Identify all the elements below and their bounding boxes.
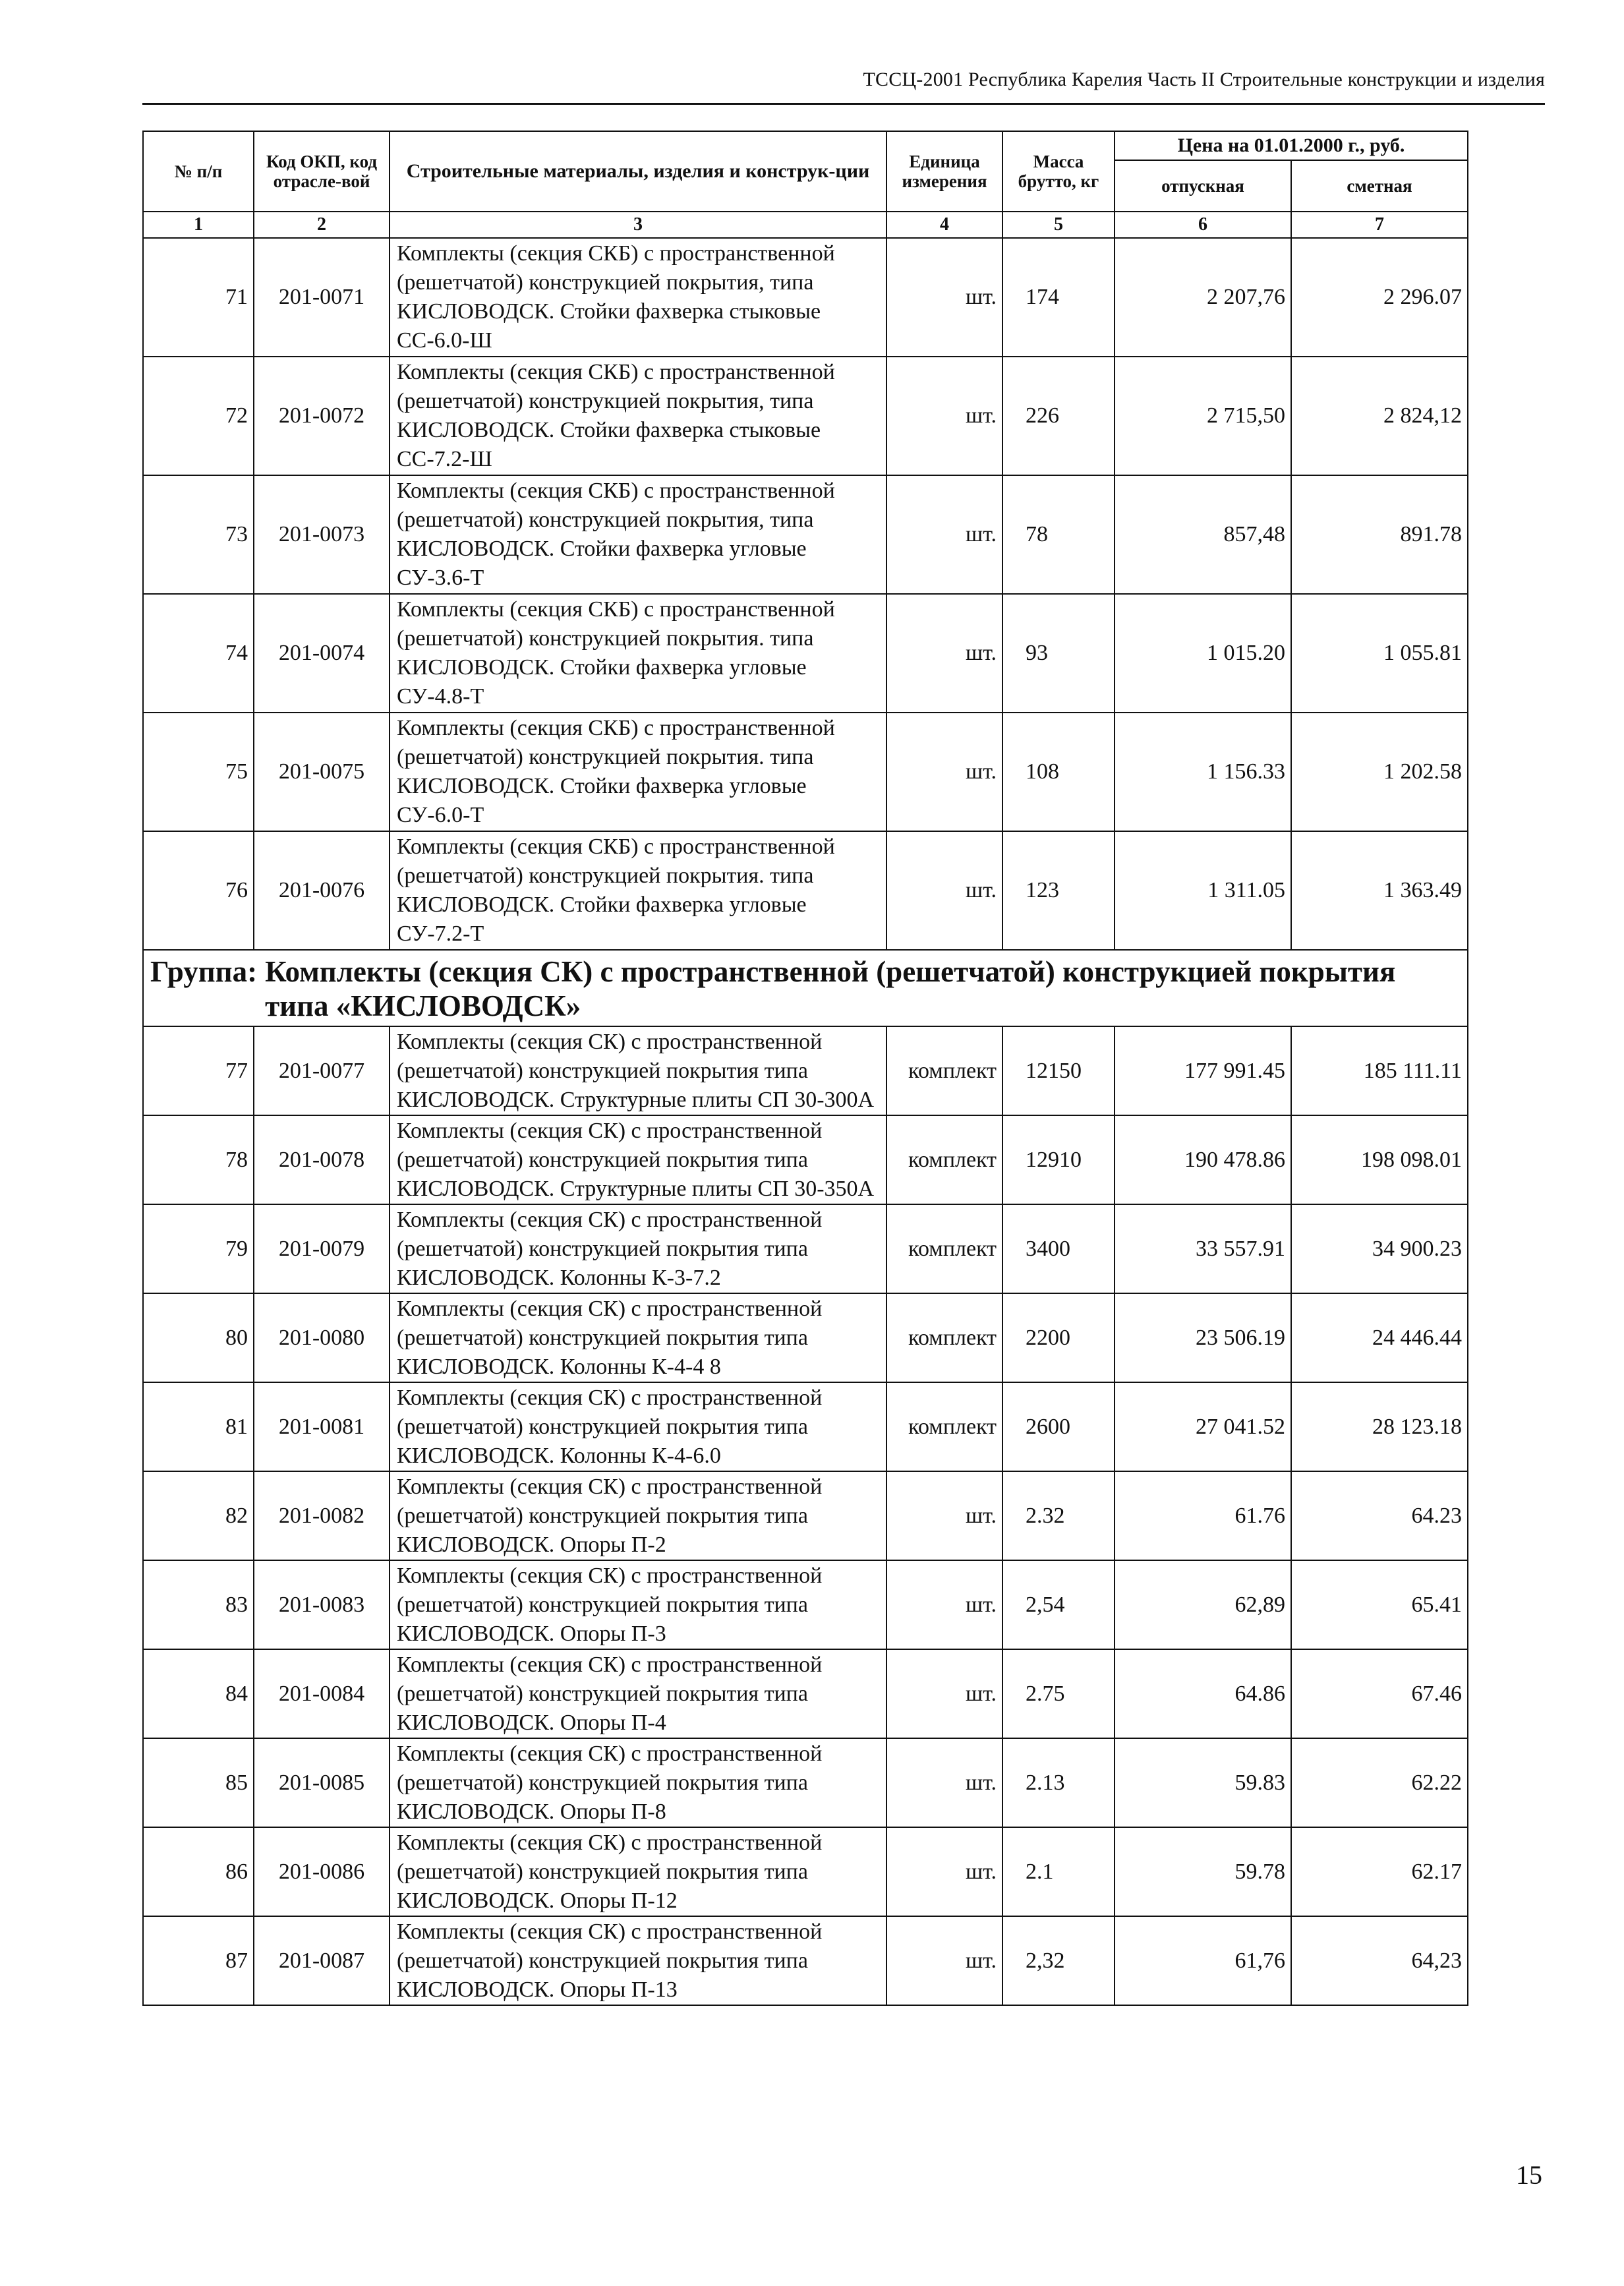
estimate-price: 1 055.81 <box>1291 594 1468 713</box>
table-row <box>143 238 1468 357</box>
row-number: 85 <box>143 1738 254 1827</box>
table-row <box>143 475 1468 594</box>
item-description: Комплекты (секция СК) с пространственной (решетчатой) конструкцией покрытия типа КИСЛОВОДСК. Опоры П-4 <box>390 1649 886 1738</box>
okp-code: 201-0072 <box>254 357 390 475</box>
group-section <box>143 950 1468 1026</box>
row-number: 83 <box>143 1560 254 1649</box>
table-row <box>143 357 1468 475</box>
col-header-price-group: Цена на 01.01.2000 г., руб. <box>1115 131 1468 160</box>
unit-of-measure: шт. <box>886 1471 1002 1560</box>
table-row <box>143 1115 1468 1204</box>
release-price: 2 715,50 <box>1115 357 1291 475</box>
release-price: 33 557.91 <box>1115 1204 1291 1293</box>
estimate-price: 64.23 <box>1291 1471 1468 1560</box>
unit-of-measure: шт. <box>886 713 1002 831</box>
estimate-price: 65.41 <box>1291 1560 1468 1649</box>
row-number: 82 <box>143 1471 254 1560</box>
table-body-part2 <box>143 1026 1468 2005</box>
column-number: 3 <box>390 212 886 238</box>
unit-of-measure: шт. <box>886 1560 1002 1649</box>
gross-mass: 2,32 <box>1002 1916 1115 2005</box>
col-header-name: Строительные материалы, изделия и конструк-ции <box>390 131 886 212</box>
gross-mass: 2.75 <box>1002 1649 1115 1738</box>
unit-of-measure: комплект <box>886 1204 1002 1293</box>
gross-mass: 226 <box>1002 357 1115 475</box>
page-number: 15 <box>1516 2160 1542 2190</box>
estimate-price: 24 446.44 <box>1291 1293 1468 1382</box>
column-number: 7 <box>1291 212 1468 238</box>
unit-of-measure: шт. <box>886 1649 1002 1738</box>
release-price: 59.78 <box>1115 1827 1291 1916</box>
estimate-price: 1 202.58 <box>1291 713 1468 831</box>
gross-mass: 108 <box>1002 713 1115 831</box>
release-price: 27 041.52 <box>1115 1382 1291 1471</box>
row-number: 84 <box>143 1649 254 1738</box>
estimate-price: 185 111.11 <box>1291 1026 1468 1115</box>
row-number: 86 <box>143 1827 254 1916</box>
unit-of-measure: шт. <box>886 357 1002 475</box>
table-row <box>143 1560 1468 1649</box>
table-row <box>143 1204 1468 1293</box>
table-row <box>143 713 1468 831</box>
okp-code: 201-0076 <box>254 831 390 950</box>
item-description: Комплекты (секция СКБ) с пространственной (решетчатой) конструкцией покрытия. типа КИСЛОВОДСК. Стойки фахверка угловые СУ-7.2-Т <box>390 831 886 950</box>
col-header-price-release: отпускная <box>1115 160 1291 212</box>
gross-mass: 2,54 <box>1002 1560 1115 1649</box>
estimate-price: 67.46 <box>1291 1649 1468 1738</box>
table-row <box>143 1827 1468 1916</box>
item-description: Комплекты (секция СКБ) с пространственной (решетчатой) конструкцией покрытия, типа КИСЛОВОДСК. Стойки фахверка стыковые СС-6.0-Ш <box>390 238 886 357</box>
gross-mass: 93 <box>1002 594 1115 713</box>
row-number: 76 <box>143 831 254 950</box>
okp-code: 201-0081 <box>254 1382 390 1471</box>
okp-code: 201-0071 <box>254 238 390 357</box>
gross-mass: 2600 <box>1002 1382 1115 1471</box>
row-number: 79 <box>143 1204 254 1293</box>
unit-of-measure: шт. <box>886 1916 1002 2005</box>
item-description: Комплекты (секция СКБ) с пространственной (решетчатой) конструкцией покрытия. типа КИСЛОВОДСК. Стойки фахверка угловые СУ-4.8-Т <box>390 594 886 713</box>
okp-code: 201-0086 <box>254 1827 390 1916</box>
estimate-price: 64,23 <box>1291 1916 1468 2005</box>
table-row <box>143 1649 1468 1738</box>
item-description: Комплекты (секция СКБ) с пространственной (решетчатой) конструкцией покрытия, типа КИСЛОВОДСК. Стойки фахверка угловые СУ-3.6-Т <box>390 475 886 594</box>
release-price: 1 311.05 <box>1115 831 1291 950</box>
item-description: Комплекты (секция СК) с пространственной (решетчатой) конструкцией покрытия типа КИСЛОВОДСК. Структурные плиты СП 30-300А <box>390 1026 886 1115</box>
estimate-price: 34 900.23 <box>1291 1204 1468 1293</box>
okp-code: 201-0079 <box>254 1204 390 1293</box>
row-number: 72 <box>143 357 254 475</box>
release-price: 61.76 <box>1115 1471 1291 1560</box>
okp-code: 201-0082 <box>254 1471 390 1560</box>
unit-of-measure: шт. <box>886 238 1002 357</box>
release-price: 177 991.45 <box>1115 1026 1291 1115</box>
okp-code: 201-0084 <box>254 1649 390 1738</box>
column-numbers-row <box>143 212 1468 238</box>
group-cell <box>143 950 1468 1026</box>
okp-code: 201-0085 <box>254 1738 390 1827</box>
estimate-price: 62.17 <box>1291 1827 1468 1916</box>
table-row <box>143 831 1468 950</box>
header-rule <box>142 103 1545 105</box>
gross-mass: 12150 <box>1002 1026 1115 1115</box>
gross-mass: 3400 <box>1002 1204 1115 1293</box>
gross-mass: 12910 <box>1002 1115 1115 1204</box>
release-price: 190 478.86 <box>1115 1115 1291 1204</box>
item-description: Комплекты (секция СК) с пространственной (решетчатой) конструкцией покрытия типа КИСЛОВОДСК. Структурные плиты СП 30-350А <box>390 1115 886 1204</box>
item-description: Комплекты (секция СК) с пространственной (решетчатой) конструкцией покрытия типа КИСЛОВОДСК. Опоры П-13 <box>390 1916 886 2005</box>
column-number: 2 <box>254 212 390 238</box>
okp-code: 201-0077 <box>254 1026 390 1115</box>
estimate-price: 28 123.18 <box>1291 1382 1468 1471</box>
release-price: 59.83 <box>1115 1738 1291 1827</box>
item-description: Комплекты (секция СКБ) с пространственной (решетчатой) конструкцией покрытия, типа КИСЛОВОДСК. Стойки фахверка стыковые СС-7.2-Ш <box>390 357 886 475</box>
gross-mass: 174 <box>1002 238 1115 357</box>
running-header: ТССЦ-2001 Республика Карелия Часть II Строительные конструкции и изделия <box>863 69 1545 90</box>
unit-of-measure: комплект <box>886 1382 1002 1471</box>
okp-code: 201-0083 <box>254 1560 390 1649</box>
release-price: 61,76 <box>1115 1916 1291 2005</box>
unit-of-measure: комплект <box>886 1293 1002 1382</box>
table-row <box>143 1293 1468 1382</box>
col-header-price-estimate: сметная <box>1291 160 1468 212</box>
price-table <box>142 131 1468 2006</box>
gross-mass: 123 <box>1002 831 1115 950</box>
col-header-num: № п/п <box>143 131 254 212</box>
group-row <box>143 950 1468 1026</box>
release-price: 64.86 <box>1115 1649 1291 1738</box>
item-description: Комплекты (секция СК) с пространственной (решетчатой) конструкцией покрытия типа КИСЛОВОДСК. Опоры П-8 <box>390 1738 886 1827</box>
col-header-mass: Масса брутто, кг <box>1002 131 1115 212</box>
unit-of-measure: комплект <box>886 1026 1002 1115</box>
okp-code: 201-0073 <box>254 475 390 594</box>
okp-code: 201-0074 <box>254 594 390 713</box>
okp-code: 201-0075 <box>254 713 390 831</box>
estimate-price: 198 098.01 <box>1291 1115 1468 1204</box>
table-row <box>143 1471 1468 1560</box>
unit-of-measure: шт. <box>886 1738 1002 1827</box>
item-description: Комплекты (секция СКБ) с пространственной (решетчатой) конструкцией покрытия. типа КИСЛОВОДСК. Стойки фахверка угловые СУ-6.0-Т <box>390 713 886 831</box>
gross-mass: 2.13 <box>1002 1738 1115 1827</box>
row-number: 87 <box>143 1916 254 2005</box>
release-price: 2 207,76 <box>1115 238 1291 357</box>
row-number: 73 <box>143 475 254 594</box>
row-number: 74 <box>143 594 254 713</box>
gross-mass: 2.1 <box>1002 1827 1115 1916</box>
estimate-price: 2 296.07 <box>1291 238 1468 357</box>
row-number: 80 <box>143 1293 254 1382</box>
estimate-price: 891.78 <box>1291 475 1468 594</box>
item-description: Комплекты (секция СК) с пространственной (решетчатой) конструкцией покрытия типа КИСЛОВОДСК. Опоры П-12 <box>390 1827 886 1916</box>
estimate-price: 1 363.49 <box>1291 831 1468 950</box>
okp-code: 201-0087 <box>254 1916 390 2005</box>
table-header <box>143 131 1468 238</box>
group-label: Группа: <box>150 955 258 988</box>
row-number: 78 <box>143 1115 254 1204</box>
release-price: 1 015.20 <box>1115 594 1291 713</box>
item-description: Комплекты (секция СК) с пространственной (решетчатой) конструкцией покрытия типа КИСЛОВОДСК. Колонны К-4-6.0 <box>390 1382 886 1471</box>
unit-of-measure: шт. <box>886 594 1002 713</box>
okp-code: 201-0080 <box>254 1293 390 1382</box>
column-number: 5 <box>1002 212 1115 238</box>
release-price: 23 506.19 <box>1115 1293 1291 1382</box>
item-description: Комплекты (секция СК) с пространственной (решетчатой) конструкцией покрытия типа КИСЛОВОДСК. Колонны К-3-7.2 <box>390 1204 886 1293</box>
table-row <box>143 594 1468 713</box>
column-number: 1 <box>143 212 254 238</box>
unit-of-measure: шт. <box>886 475 1002 594</box>
estimate-price: 2 824,12 <box>1291 357 1468 475</box>
row-number: 81 <box>143 1382 254 1471</box>
group-title: Комплекты (секция СК) с пространственной (решетчатой) конструкцией покрытия типа «КИСЛОВОДСК» <box>265 955 1396 1022</box>
column-number: 4 <box>886 212 1002 238</box>
item-description: Комплекты (секция СК) с пространственной (решетчатой) конструкцией покрытия типа КИСЛОВОДСК. Опоры П-3 <box>390 1560 886 1649</box>
col-header-unit: Единица измерения <box>886 131 1002 212</box>
estimate-price: 62.22 <box>1291 1738 1468 1827</box>
unit-of-measure: комплект <box>886 1115 1002 1204</box>
gross-mass: 78 <box>1002 475 1115 594</box>
table-row <box>143 1738 1468 1827</box>
gross-mass: 2200 <box>1002 1293 1115 1382</box>
gross-mass: 2.32 <box>1002 1471 1115 1560</box>
item-description: Комплекты (секция СК) с пространственной (решетчатой) конструкцией покрытия типа КИСЛОВОДСК. Опоры П-2 <box>390 1471 886 1560</box>
release-price: 1 156.33 <box>1115 713 1291 831</box>
release-price: 857,48 <box>1115 475 1291 594</box>
row-number: 71 <box>143 238 254 357</box>
release-price: 62,89 <box>1115 1560 1291 1649</box>
item-description: Комплекты (секция СК) с пространственной (решетчатой) конструкцией покрытия типа КИСЛОВОДСК. Колонны К-4-4 8 <box>390 1293 886 1382</box>
row-number: 77 <box>143 1026 254 1115</box>
table-row <box>143 1382 1468 1471</box>
okp-code: 201-0078 <box>254 1115 390 1204</box>
table-row <box>143 1916 1468 2005</box>
unit-of-measure: шт. <box>886 1827 1002 1916</box>
column-number: 6 <box>1115 212 1291 238</box>
unit-of-measure: шт. <box>886 831 1002 950</box>
row-number: 75 <box>143 713 254 831</box>
col-header-okp: Код ОКП, код отрасле-вой <box>254 131 390 212</box>
table-body-part1 <box>143 238 1468 950</box>
table-row <box>143 1026 1468 1115</box>
